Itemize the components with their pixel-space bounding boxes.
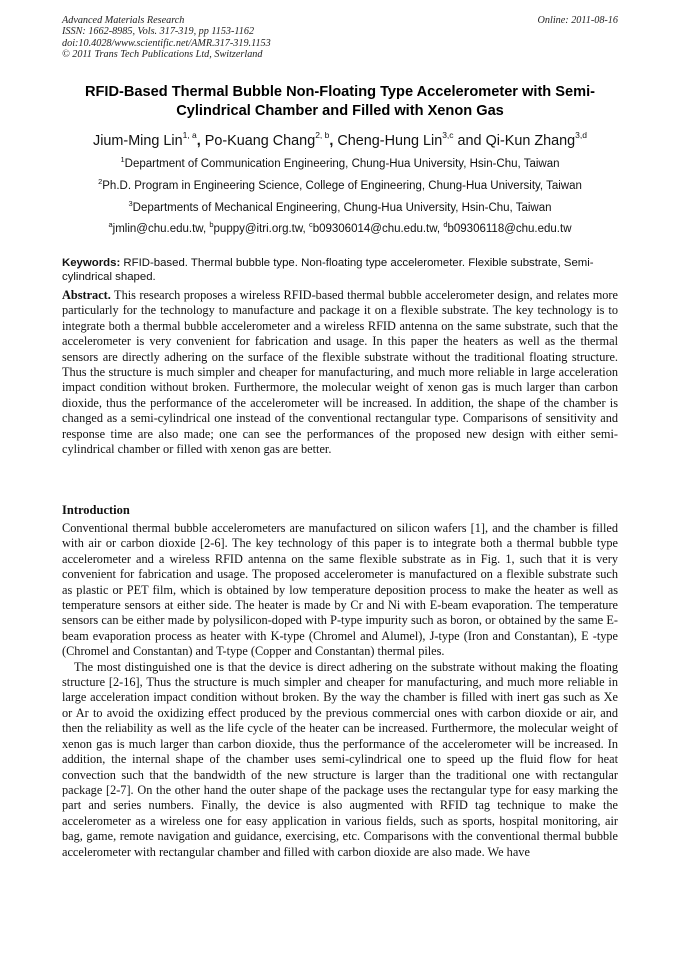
keywords-label: Keywords: [62, 257, 121, 269]
keywords-text: RFID-based. Thermal bubble type. Non-floating type accelerometer. Flexible substrate, Semi-cylindrical shaped. [62, 257, 594, 283]
abstract-text: This research proposes a wireless RFID-based thermal bubble accelerometer design, and relates more particularly for the technology to manufacture and package it on a flexible substrate. The key technology is to integrate both a thermal bubble accelerometer and a wireless RFID antenna on the same substrate, such that the accelerometer is very convenient for fabrication and usage. In this paper the heaters as well as the thermal sensors are directly adhering on the surface of the flexible substrate without the traditional floating structure. Thus the structure is much simpler and cheaper for manufacturing, and much more reliable in large acceleration impact condition without broken. Furthermore, the molecular weight of xenon gas is much larger than carbon dioxide, thus the performance of the accelerometer will be increased. In addition, the shape of the chamber is changed as a semi-cylindrical one instead of the conventional rectangular type. Comparisons of sensitivity and response time are also made; one can see the performances of the proposed new design with either semi-cylindrical chamber or filled with xenon gas are better. [62, 288, 618, 457]
email-link[interactable]: jmlin@chu.edu.tw, [112, 223, 210, 235]
doi-line: doi:10.4028/www.scientific.net/AMR.317-319.1153 [62, 37, 271, 49]
keywords [62, 257, 618, 284]
paragraph: Conventional thermal bubble accelerometers are manufactured on silicon wafers [1], and the chamber is filled with air or carbon dioxide [2-6]. The key technology of this paper is to integrate both a thermal bubble type accelerometer and a wireless RFID antenna on the same flexible substrate as in Fig. 1, such that it is very convenient for fabrication and usage. The proposed accelerometer is manufactured on a flexible substrate such as plastic or PET film, which is obtained by low temperature deposition process to make the heater as well as temperature sensors at either side. The heater is made by Cr and Ni with E-beam evaporation. The temperature sensors can be either made by polysilicon-doped with P-type impurity such as boron, or obtained by the same E-beam evaporation process as heater with K-type (Chromel and Alumel), J-type (Iron and Constantan), E -type (Chromel and Constantan) and T-type (Copper and Constantan) thermal piles. [62, 521, 618, 659]
issn-line: ISSN: 1662-8985, Vols. 317-319, pp 1153-1162 [62, 26, 255, 38]
journal-name: Advanced Materials Research [62, 15, 185, 26]
abstract-label: Abstract. [62, 288, 111, 302]
introduction-body [62, 521, 618, 860]
affiliation-1: $^1$Department of Communication Engineering, Chung-Hua University, Hsin-Chu, Taiwan [120, 155, 560, 170]
paper-title: RFID-Based Thermal Bubble Non-Floating Type Accelerometer with Semi-Cylindrical Chamber and Filled with Xenon Gas [84, 84, 596, 119]
author: Po-Kuang Chang$^{2, b}$, [204, 130, 338, 149]
copyright-line: © 2011 Trans Tech Publications Ltd, Switzerland [62, 48, 263, 60]
author: Cheng-Hung Lin$^{3,c}$ and [337, 130, 486, 149]
email-link[interactable]: b09306014@chu.edu.tw, [312, 223, 444, 235]
affiliation-3: $^3$Departments of Mechanical Engineering, Chung-Hua University, Hsin-Chu, Taiwan [128, 199, 552, 214]
author: Jium-Ming Lin$^{1, a}$, [93, 130, 205, 149]
email-link[interactable]: b09306118@chu.edu.tw [447, 223, 572, 235]
affiliation-2: $^2$Ph.D. Program in Engineering Science, College of Engineering, Chung-Hua University, Taiwan [98, 177, 582, 192]
email-list: $^a$jmlin@chu.edu.tw, $^b$puppy@itri.org.tw, $^c$b09306014@chu.edu.tw, $^d$b09306118@chu.edu.tw [108, 220, 572, 235]
author: Qi-Kun Zhang$^{3,d}$ [485, 130, 587, 149]
publication-header [62, 15, 618, 60]
email-link[interactable]: puppy@itri.org.tw, [213, 223, 309, 235]
author-list [62, 132, 618, 150]
online-date: Online: 2011-08-16 [537, 15, 618, 26]
abstract [62, 288, 618, 457]
paragraph: The most distinguished one is that the device is direct adhering on the substrate without making the floating structure [2-16], Thus the structure is much simpler and cheaper for manufacturing, and much more reliable in large acceleration impact condition without broken. By the way the chamber is filled with inert gas such as Xe or Ar to avoid the oxidizing effect produced by the previous commercial ones with carbon dioxide or air, and then the reliability as well as the life cycle of the heater can be increased. Furthermore, the molecular weight of xenon gas is much larger than carbon dioxide, thus the performance of the accelerometer will be increased. In addition, the internal shape of the chamber uses semi-cylindrical one to speed up the fluid flow for heat convection such that the bandwidth of the new structure is larger than the traditional one with rectangular package [2-7]. On the other hand the outer shape of the package uses the rectangular type for easy marking the part and series numbers. Finally, the device is also augmented with RFID tag technique to make the accelerometer as a wireless one for easy application in various fields, such as sports, hospital monitoring, air bag, game, remote navigation and guidance, exercising, etc. Comparisons with the conventional thermal bubble accelerometer with rectangular chamber and filled with carbon dioxide are also made. We have [62, 659, 618, 859]
introduction-heading: Introduction [62, 503, 130, 517]
